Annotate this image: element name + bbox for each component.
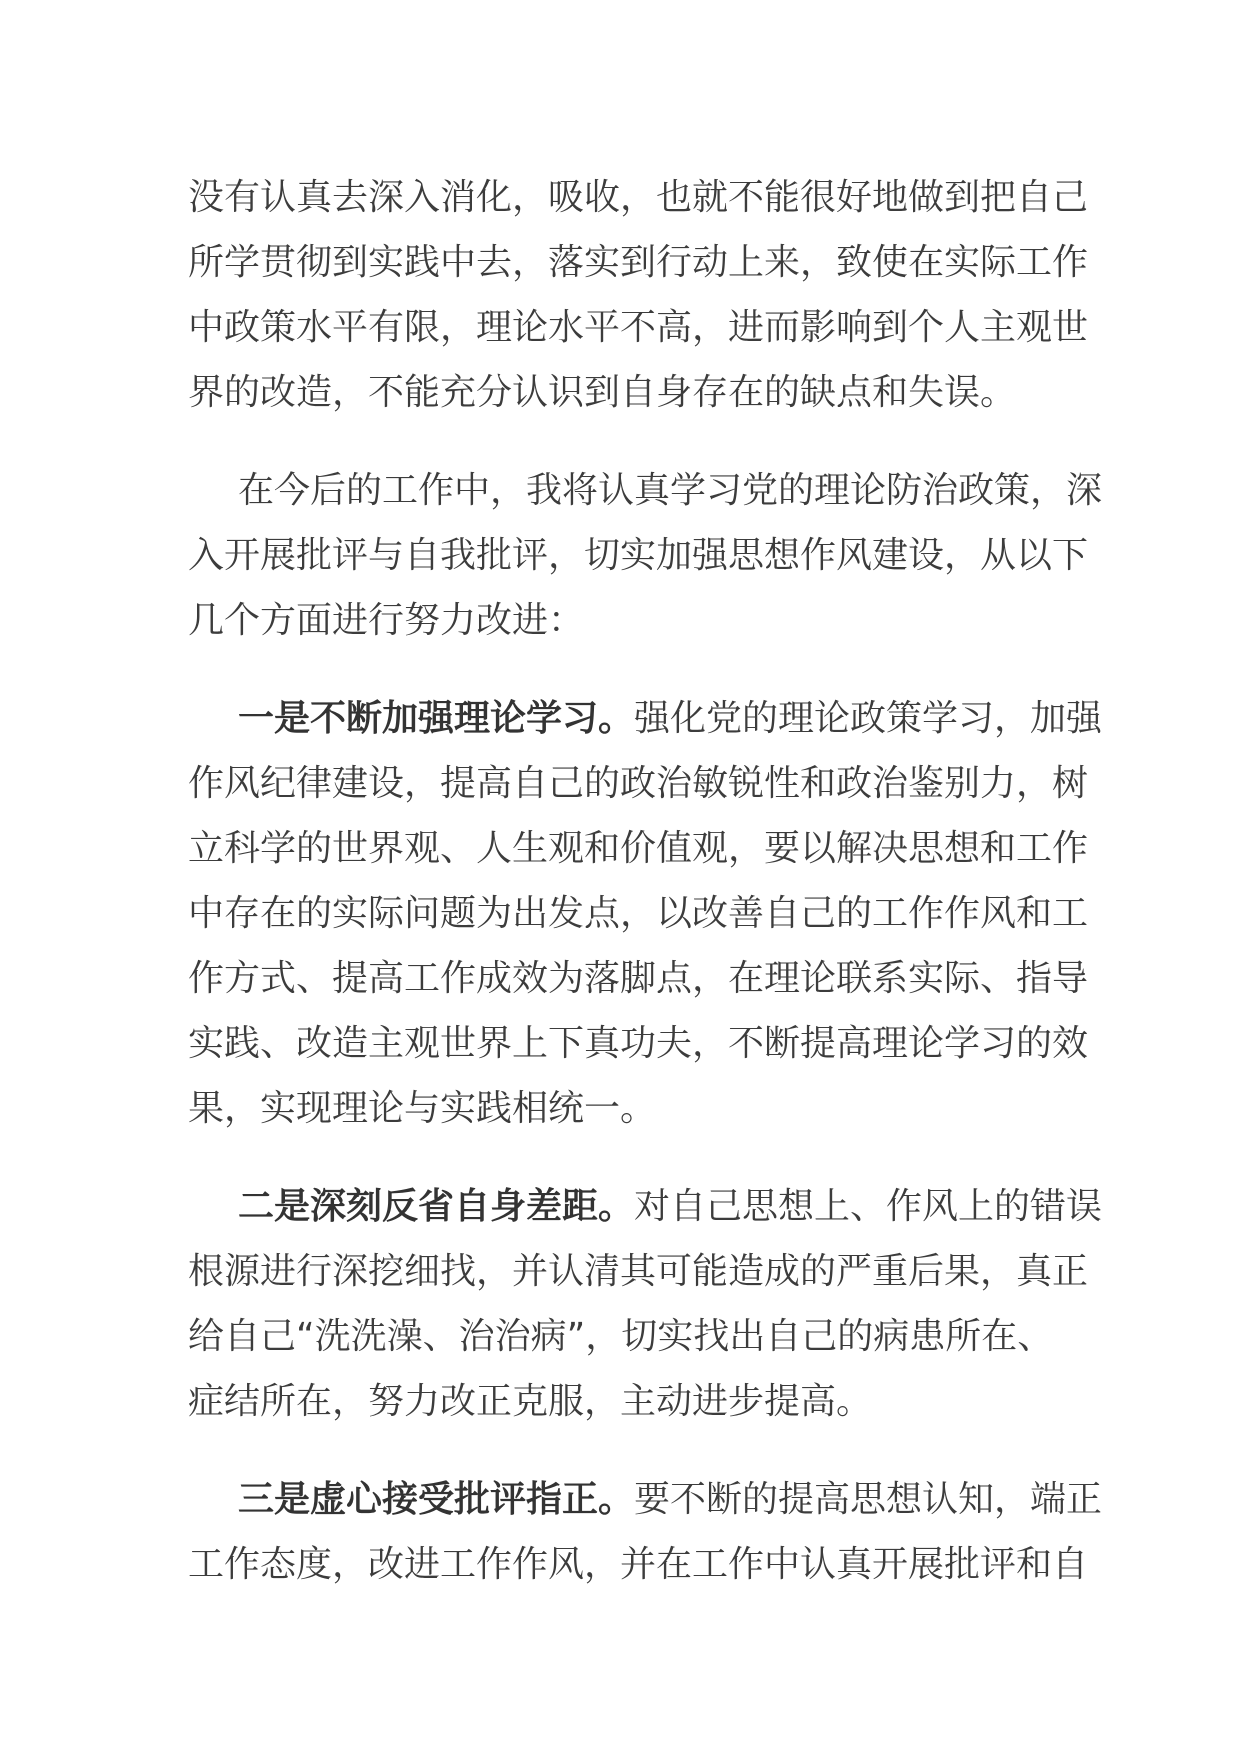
text-line: 中政策水平有限，理论水平不高，进而影响到个人主观世 (188, 307, 1089, 348)
text-line: 作风纪律建设，提高自己的政治敏锐性和政治鉴别力，树 (188, 763, 1089, 804)
text-line: 果，实现理论与实践相统一。 (188, 1088, 657, 1129)
paragraph-gap (188, 1434, 1060, 1467)
text-line: 界的改造，不能充分认识到自身存在的缺点和失误。 (188, 372, 1017, 413)
text-line: 立科学的世界观、人生观和价值观，要以解决思想和工作 (188, 828, 1089, 869)
paragraph-gap (188, 425, 1060, 458)
heading-line-text: 要不断的提高思想认知，端正 (634, 1479, 1103, 1520)
text-line (188, 1467, 1103, 1532)
paragraph-5 (188, 1467, 1103, 1597)
paragraph-2 (188, 458, 1103, 653)
paragraph-gap (188, 653, 1060, 686)
text-line: 在今后的工作中，我将认真学习党的理论防治政策，深 (238, 470, 1103, 511)
document-body (188, 165, 1103, 1597)
paragraph-heading: 一是不断加强理论学习。 (238, 698, 635, 739)
text-line: 症结所在，努力改正克服，主动进步提高。 (188, 1381, 873, 1422)
heading-line-text: 强化党的理论政策学习，加强 (634, 698, 1103, 739)
text-line: 作方式、提高工作成效为落脚点，在理论联系实际、指导 (188, 958, 1089, 999)
text-line: 给自己“洗洗澡、治治病”，切实找出自己的病患所在、 (188, 1316, 1054, 1357)
paragraph-heading: 二是深刻反省自身差距。 (238, 1186, 635, 1227)
text-line: 实践、改造主观世界上下真功夫，不断提高理论学习的效 (188, 1023, 1089, 1064)
text-line: 所学贯彻到实践中去，落实到行动上来，致使在实际工作 (188, 242, 1089, 283)
heading-line-text: 对自己思想上、作风上的错误 (634, 1186, 1103, 1227)
text-line: 几个方面进行努力改进： (188, 600, 585, 641)
text-line: 工作态度，改进工作作风，并在工作中认真开展批评和自 (188, 1544, 1089, 1585)
paragraph-1 (188, 165, 1089, 425)
paragraph-4 (188, 1174, 1103, 1434)
paragraph-gap (188, 1141, 1060, 1174)
text-line: 根源进行深挖细找，并认清其可能造成的严重后果，真正 (188, 1251, 1089, 1292)
text-line: 没有认真去深入消化，吸收，也就不能很好地做到把自己 (188, 177, 1089, 218)
text-line (188, 1174, 1103, 1239)
text-line: 入开展批评与自我批评，切实加强思想作风建设，从以下 (188, 535, 1089, 576)
text-line (188, 686, 1103, 751)
paragraph-3 (188, 686, 1103, 1141)
paragraph-heading: 三是虚心接受批评指正。 (238, 1479, 635, 1520)
text-line: 中存在的实际问题为出发点，以改善自己的工作作风和工 (188, 893, 1089, 934)
